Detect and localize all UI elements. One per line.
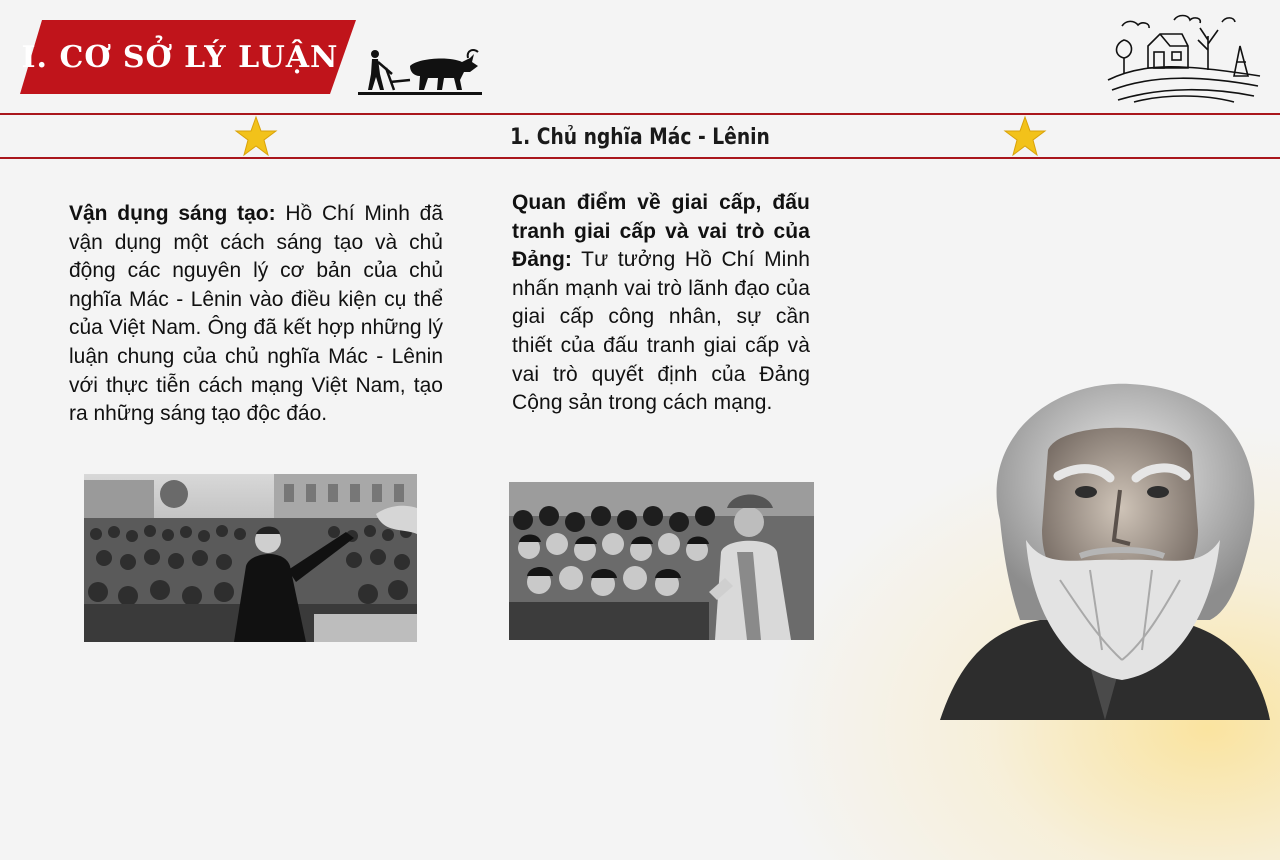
star-icon [234,114,278,158]
farm-landscape-icon [1104,10,1264,106]
top-divider [0,113,1280,115]
karl-marx-portrait [930,380,1280,720]
right-paragraph [512,189,810,418]
left-paragraph [69,200,443,429]
right-paragraph-body: Tư tưởng Hồ Chí Minh nhấn mạnh vai trò lãnh đạo của giai cấp công nhân, sự cần thiết của đấu tranh giai cấp và vai trò quyết định của Đảng Cộng sản trong cách mạng. [512,248,810,415]
left-paragraph-heading: Vận dụng sáng tạo: [69,202,276,225]
ho-chi-minh-children-photo [509,482,814,640]
section-title: I. CƠ SỞ LÝ LUẬN [21,39,339,75]
farmer-plowing-icon [358,44,482,98]
right-paragraph-heading: Quan điểm về giai cấp, đấu tranh giai cấp và vai trò của Đảng: [512,191,810,272]
section-subtitle: 1. Chủ nghĩa Mác - Lênin [510,124,770,150]
star-icon [1003,114,1047,158]
left-paragraph-body: Hồ Chí Minh đã vận dụng một cách sáng tạo và chủ động các nguyên lý cơ bản của chủ nghĩa Mác - Lênin vào điều kiện cụ thể của Việt Nam. Ông đã kết hợp những lý luận chung của chủ nghĩa Mác - Lênin với thực tiễn cách mạng Việt Nam, tạo ra những sáng tạo độc đáo. [69,202,443,426]
lenin-speech-photo [84,474,417,642]
